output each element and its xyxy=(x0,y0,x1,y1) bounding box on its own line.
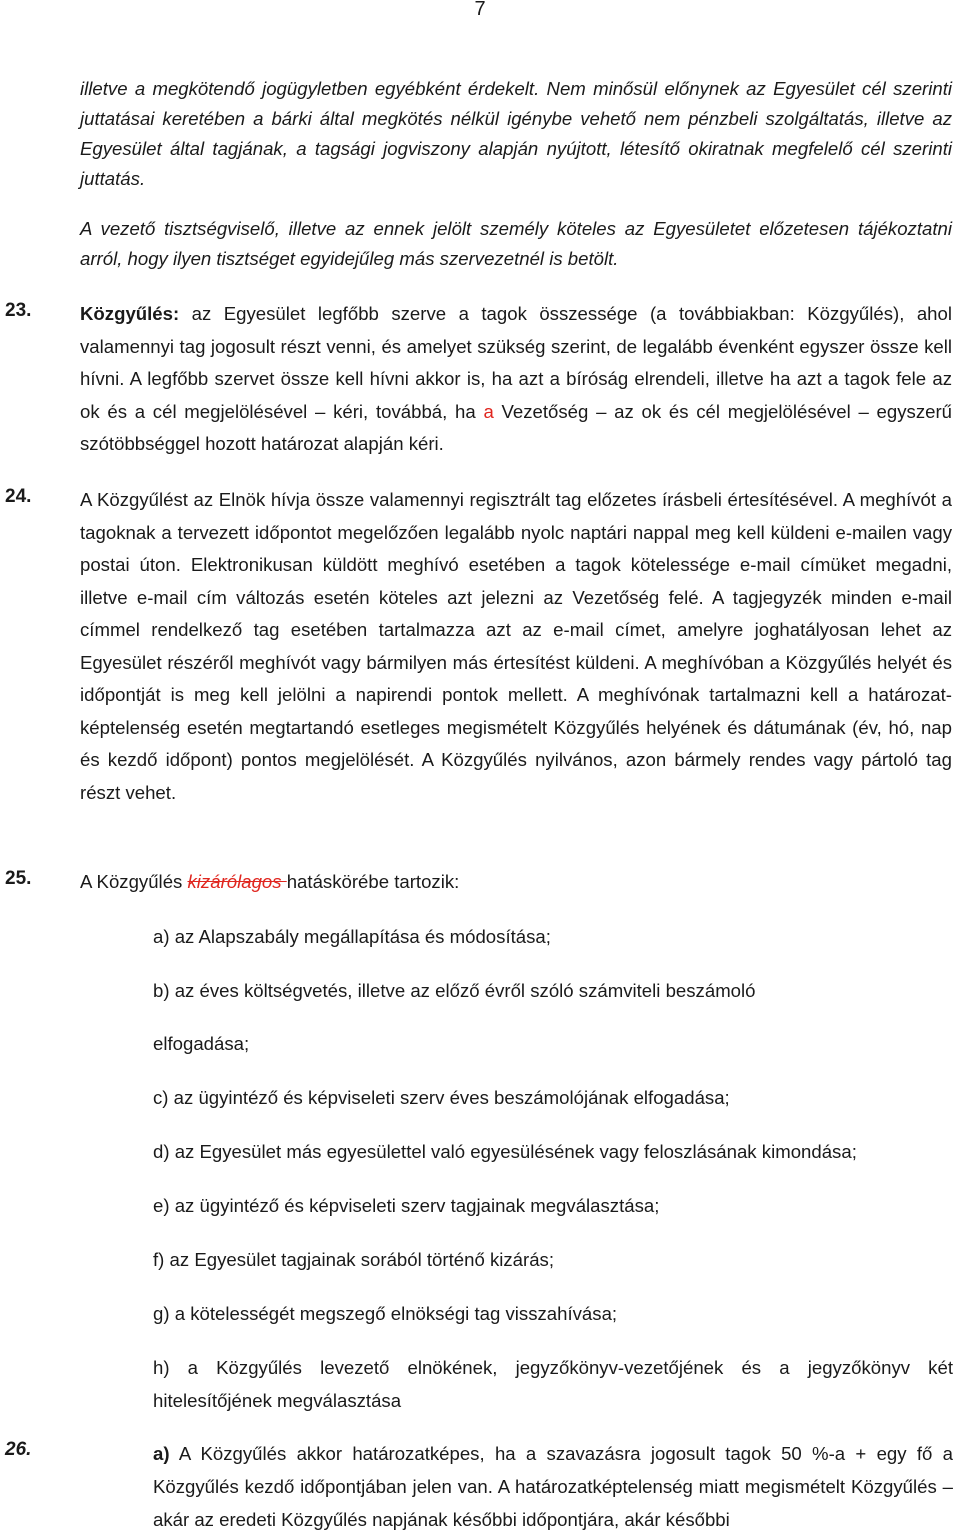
section-25-intro-b: hatáskörébe tartozik: xyxy=(286,871,460,892)
section-25-intro xyxy=(80,866,952,899)
section-25-struck-word: kizárólagos xyxy=(187,871,287,892)
intro-paragraph-1: illetve a megkötendő jogügyletben egyébként érdekelt. Nem minősül előnynek az Egyesület cél szerinti juttatásai keretében a bárki által megkötés nélkül igénybe vehető nem pénzbeli szolgáltatás, illetve az Egyesület által tagjának, a tagsági jogviszony alapján nyújtott, létesítő okiratnak megfelelő cél szerinti juttatás. xyxy=(80,78,952,189)
intro-paragraph-2: A vezető tisztségviselő, illetve az ennek jelölt személy köteles az Egyesületet előzetesen tájékoztatni arról, hogy ilyen tisztséget egyidejűleg más szervezetnél is betölt. xyxy=(80,218,952,269)
list-item-b-continued: elfogadása; xyxy=(153,1033,250,1054)
list-item-a: a) az Alapszabály megállapítása és módosítása; xyxy=(153,926,551,947)
page-number: 7 xyxy=(474,0,486,20)
section-24-number: 24. xyxy=(5,486,32,507)
section-24-text: A Közgyűlést az Elnök hívja össze valamennyi regisztrált tag előzetes írásbeli értesítésével. A meghívót a tagoknak a tervezett időpontot megelőzően legalább nyolc naptári nappal meg kell küldeni e-mailen vagy postai úton. Elektronikusan küldött meghívó esetében a tagok kötelessége e-mail címüket megadni, illetve e-mail cím változás esetén köteles azt jelezni az Vezetőség felé. A tagjegyzék minden e-mail címmel rendelkező tag esetében tartalmazza azt az e-mail címet, amelyre joghatályosan lehet az Egyesület részéről meghívót vagy bármilyen más értesítést küldeni. A meghívóban a Közgyűlés helyét és időpontját is meg kell jelölni a napirendi pontok mellett. A meghívónak tartalmazni kell a határozat-képtelenség esetén megtartandó esetleges megismételt Közgyűlés helyének és dátumának (év, hó, nap és kezdő időpont) pontos megjelölését. A Közgyűlés nyilvános, azon bármely rendes vagy pártoló tag részt vehet. xyxy=(80,489,952,803)
section-26-number: 26. xyxy=(5,1439,32,1460)
list-item-b: b) az éves költségvetés, illetve az előző évről szóló számviteli beszámoló xyxy=(153,980,756,1001)
section-26-body: A Közgyűlés akkor határozatképes, ha a szavazásra jogosult tagok 50 %-a + egy fő a Közgyűlés kezdő időpontjában jelen van. A határozatképtelenség miatt megismételt Közgyűlés –akár az eredeti Közgyűlés napjának későbbi időpontjára, akár későbbi xyxy=(153,1443,953,1530)
section-23-highlight: a xyxy=(483,400,494,422)
section-23-text-a: az Egyesület legfőbb szerve a tagok összessége (a továbbiakban: Közgyűlés), ahol valamennyi tag jogosult részt venni, és amelyet szükség szerint, de legalább évenként egyszer össze kell hívni. A legfőbb szervet össze kell hívni akkor is, ha azt a bíróság elrendeli, illetve ha azt a tagok fele az ok és a cél megjelölésével – kéri, továbbá, ha xyxy=(80,303,952,422)
section-25-intro-a: A Közgyűlés xyxy=(80,871,188,892)
section-23-text-b: Vezetőség – az ok és cél megjelölésével – egyszerű szótöbbséggel hozott határozat alapján kéri. xyxy=(80,400,952,454)
list-item-c: c) az ügyintéző és képviseleti szerv éves beszámolójának elfogadása; xyxy=(153,1087,730,1108)
list-item-h: h) a Közgyűlés levezető elnökének, jegyzőkönyv-vezetőjének és a jegyzőkönyv két hitelesítőjének megválasztása xyxy=(153,1357,953,1411)
list-item-f: f) az Egyesület tagjainak sorából történő kizárás; xyxy=(153,1249,555,1270)
section-25-number: 25. xyxy=(5,868,32,889)
section-26-text xyxy=(153,1437,953,1536)
section-23-text xyxy=(80,298,952,461)
section-23-term: Közgyűlés: xyxy=(80,303,180,324)
section-23-number: 23. xyxy=(5,300,32,321)
list-item-g: g) a kötelességét megszegő elnökségi tag visszahívása; xyxy=(153,1303,618,1324)
section-26-label: a) xyxy=(153,1443,170,1464)
list-item-e: e) az ügyintéző és képviseleti szerv tagjainak megválasztása; xyxy=(153,1195,660,1216)
list-item-d: d) az Egyesület más egyesülettel való egyesülésének vagy feloszlásának kimondása; xyxy=(153,1141,857,1162)
